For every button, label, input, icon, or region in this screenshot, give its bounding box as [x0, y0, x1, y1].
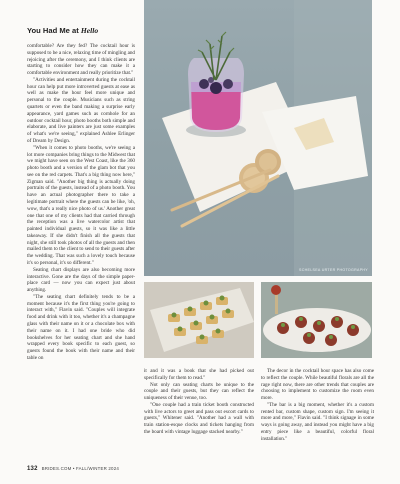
article-column-3 — [261, 368, 374, 443]
section-title — [27, 26, 98, 35]
canapes-illustration — [144, 282, 254, 358]
paragraph: "The bar is a big moment, whether it's a custom rented bar, custom shape, custom sign. I'm seeing it more and more," Flavin said. "I think signage in some ways is going away, and instead you might have a big entry piece like a beautiful, colorful floral installation." — [261, 401, 374, 442]
paragraph: "The seating chart definitely tends to be a moment because it's the first thing you're going to interact with," Flavin said. "Couples will integrate food and drink with it too, whether it's a champagne glass with their name on it or a chocolate box with their name on it. I had one bride who did bookshelves for her seating chart and she hand wrapped every book specific to each guest, so guests found the book with their name and their table on — [27, 293, 135, 361]
canapes-photo — [144, 282, 254, 358]
page-number: 132 — [27, 466, 38, 472]
article-column-2 — [144, 368, 254, 436]
paragraph: "Activities and entertainment during the cocktail hour can help put more introverted guests at ease as well as make the hour feel more unique and personal to the couple. Musicians such as string quartets or even the band making a surprise early appearance, yard games such as cornhole for an outdoor cocktail hour, photo booths both simple and elaborate, and live painters are just some examples of what's we're seeing," explained Ashlee Erlinger of Dream by Design. — [27, 76, 135, 144]
article-column-1 — [27, 43, 135, 362]
paragraph: "When it comes to photo booths, we're seeing a lot more companies bring things to the Midwest that we might have seen on the West Coast, like the 360 photo booth and a version of the glam bot that you see on the red carpets. That's a big thing now here," Zigman said. "Another big thing is actually doing portraits of the guests, instead of a photo booth. You have an actual photographer there to take a legitimate portrait where the guests can be like, 'oh, wow, that's a really nice photo of us.' Another great one that one of my clients had that carried through the reception was a live watercolor artist that painted individual guests, so it was like a little takeaway. If she didn't finish all the guests that night, she still took photos of all the guests and then mailed them to the client to send to their guests after the wedding. That was such a lovely touch because it's so personal, it's so different." — [27, 144, 135, 266]
section-title-italic: Hello — [80, 26, 99, 35]
photo-credit: SCHELSEA URTER PHOTOGRAPHY — [299, 268, 368, 272]
section-title-prefix: You Had Me at — [27, 26, 81, 35]
paragraph: Not only can seating charts be unique to the couple and their guests, but they can reflect the uniqueness of their venue, too. — [144, 381, 254, 402]
paragraph: it and it was a book that she had picked out specifically for them to read." — [144, 368, 254, 381]
cocktail-illustration — [144, 0, 372, 276]
appetizers-photo — [261, 282, 372, 358]
paragraph: Seating chart displays are also becoming more interactive. Gone are the days of the simple paper-place card — now you can expect just about anything. — [27, 266, 135, 294]
paragraph: "One couple had a train ticket booth constructed with live actors to greet and pass out escort cards to guests," Whitener said. "Another had a wall with train station-esque clocks and tickets hanging from the board with vintage luggage stacked nearby." — [144, 401, 254, 436]
publication-line: BRIDES.COM • FALL/WINTER 2024 — [41, 466, 119, 471]
page-footer — [27, 466, 119, 472]
cocktail-photo — [144, 0, 372, 276]
appetizers-illustration — [261, 282, 372, 358]
paragraph: The decor in the cocktail hour space has also come to reflect the couple. While beautiful florals are all the rage right now, there are other trends that couples are choosing to implement to customize the room even more. — [261, 368, 374, 402]
paragraph: comfortable? Are they fed? The cocktail hour is supposed to be a nice, relaxing time of mingling and rejoicing after the ceremony, and I think clients are starting to consider how they can make it a comfortable environment and really prioritize that." — [27, 43, 135, 77]
